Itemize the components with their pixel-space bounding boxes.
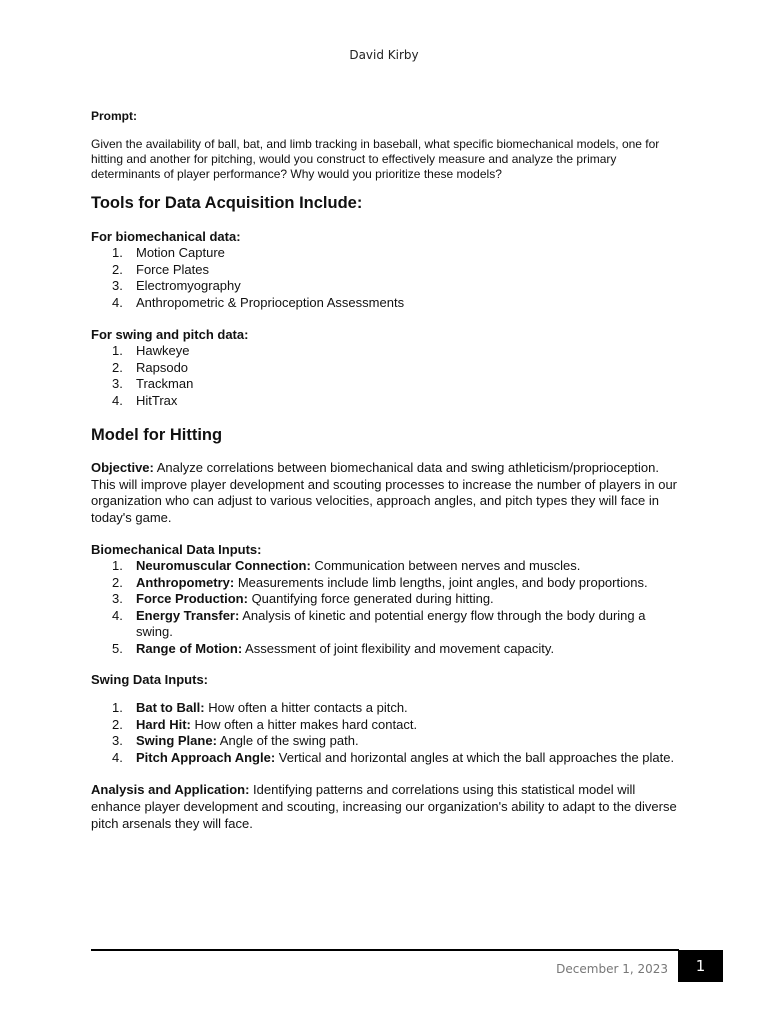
list-item: 4. HitTrax: [112, 392, 178, 408]
bio-inputs-label: Biomechanical Data Inputs:: [91, 542, 262, 558]
bio-tools-list: [91, 245, 681, 311]
analysis-paragraph: Analysis and Application: Identifying patterns and correlations using this statistical model will enhance player development and scouting, increasing our organization's ability to adapt to the diverse pitch arsenals they will face.: [91, 782, 677, 831]
list-item: 3. Force Production: Quantifying force generated during hitting.: [112, 591, 494, 607]
swing-inputs-label: Swing Data Inputs:: [91, 672, 208, 688]
list-item: 3. Electromyography: [112, 278, 241, 293]
objective-paragraph: Objective: Analyze correlations between biomechanical data and swing athleticism/proprioception. This will improve player development and scouting processes to increase the number of players in our organization who can adjust to various velocities, approach angles, and pitch types they will face in today's game.: [91, 460, 678, 525]
footer-date: December 1, 2023: [556, 962, 668, 976]
bio-inputs-list: [91, 558, 681, 657]
page-number: 1: [678, 950, 723, 982]
list-item: 4. Anthropometric & Proprioception Assessments: [112, 294, 405, 310]
tools-heading: Tools for Data Acquisition Include:: [91, 194, 363, 212]
prompt-text: Given the availability of ball, bat, and limb tracking in baseball, what specific biomechanical models, one for hitting and another for pitching, would you construct to effectively measure and analyze the primary determinants of player performance? Why would you prioritize these models?: [91, 137, 660, 181]
bio-data-label: For biomechanical data:: [91, 229, 241, 244]
list-item: 2. Anthropometry: Measurements include limb lengths, joint angles, and body proportions.: [112, 574, 648, 590]
list-item: 1. Neuromuscular Connection: Communication between nerves and muscles.: [112, 558, 581, 574]
list-item: 4. Energy Transfer: Analysis of kinetic and potential energy flow through the body during a swing.: [112, 607, 646, 640]
swing-pitch-data-label: For swing and pitch data:: [91, 327, 249, 342]
swing-inputs-list: [91, 700, 681, 766]
footer-divider: [91, 949, 679, 951]
list-item: 5. Range of Motion: Assessment of joint flexibility and movement capacity.: [112, 640, 555, 656]
list-item: 2. Hard Hit: How often a hitter makes hard contact.: [112, 716, 418, 732]
list-item: 2. Rapsodo: [112, 359, 189, 375]
model-heading: Model for Hitting: [91, 426, 223, 444]
list-item: 3. Swing Plane: Angle of the swing path.: [112, 733, 359, 749]
list-item: 2. Force Plates: [112, 261, 209, 277]
swing-pitch-tools-list: [91, 343, 681, 409]
list-item: 1. Hawkeye: [112, 343, 190, 358]
prompt-label: Prompt:: [91, 109, 137, 123]
list-item: 1. Motion Capture: [112, 245, 225, 260]
header-author: David Kirby: [349, 48, 419, 62]
document-body: [91, 109, 681, 832]
list-item: 1. Bat to Ball: How often a hitter contacts a pitch.: [112, 700, 408, 716]
list-item: 3. Trackman: [112, 376, 194, 391]
list-item: 4. Pitch Approach Angle: Vertical and horizontal angles at which the ball approaches the plate.: [112, 749, 675, 765]
